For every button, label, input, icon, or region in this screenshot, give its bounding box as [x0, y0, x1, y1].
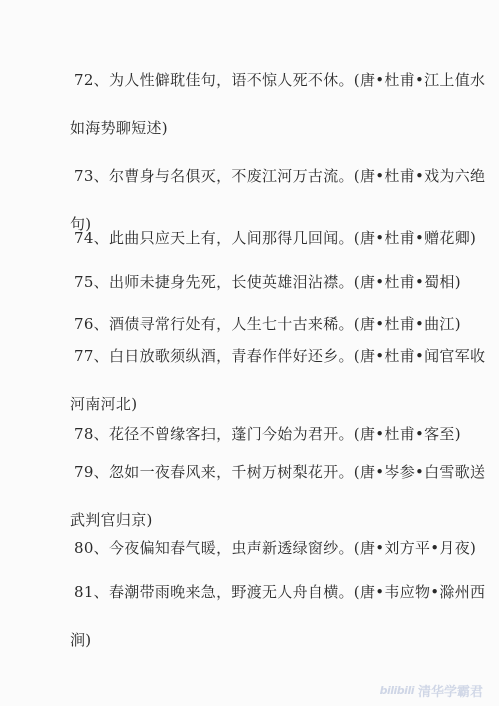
watermark [380, 681, 483, 700]
entry-line: 75、出师未捷身先死，长使英雄泪沾襟。(唐•杜甫•蜀相) [74, 273, 461, 291]
entry-line-continued: 句) [70, 215, 92, 233]
entry-line: 72、为人性僻耽佳句，语不惊人死不休。(唐•杜甫•江上值水 [74, 71, 486, 89]
entry-line: 76、酒债寻常行处有，人生七十古来稀。(唐•杜甫•曲江) [74, 315, 461, 333]
entry-line: 80、今夜偏知春气暖，虫声新透绿窗纱。(唐•刘方平•月夜) [74, 539, 477, 557]
entry-line-continued: 河南河北) [70, 395, 138, 413]
entry-line: 78、花径不曾缘客扫，蓬门今始为君开。(唐•杜甫•客至) [74, 425, 461, 443]
poem-entry-81 [70, 568, 486, 664]
poem-entry-72 [70, 56, 486, 152]
entry-line: 77、白日放歌须纵酒，青春作伴好还乡。(唐•杜甫•闻官军收 [74, 347, 486, 365]
entry-line-continued: 如海势聊短述) [70, 119, 168, 137]
entry-line-continued: 涧) [70, 631, 92, 649]
entry-line: 79、忽如一夜春风来，千树万树梨花开。(唐•岑参•白雪歌送 [74, 463, 486, 481]
entry-line-continued: 武判官归京) [70, 511, 153, 529]
entry-line: 73、尔曹身与名俱灭，不废江河万古流。(唐•杜甫•戏为六绝 [74, 167, 486, 185]
poem-entry-80 [74, 524, 477, 572]
poem-entry-75 [74, 258, 461, 306]
entry-line: 81、春潮带雨晚来急，野渡无人舟自横。(唐•韦应物•滁州西 [74, 583, 486, 601]
watermark-text: 清华学霸君 [417, 685, 483, 700]
entry-line: 74、此曲只应天上有，人间那得几回闻。(唐•杜甫•赠花卿) [74, 229, 477, 247]
bilibili-logo: bilibili [379, 684, 414, 697]
poem-entry-74 [74, 214, 477, 262]
